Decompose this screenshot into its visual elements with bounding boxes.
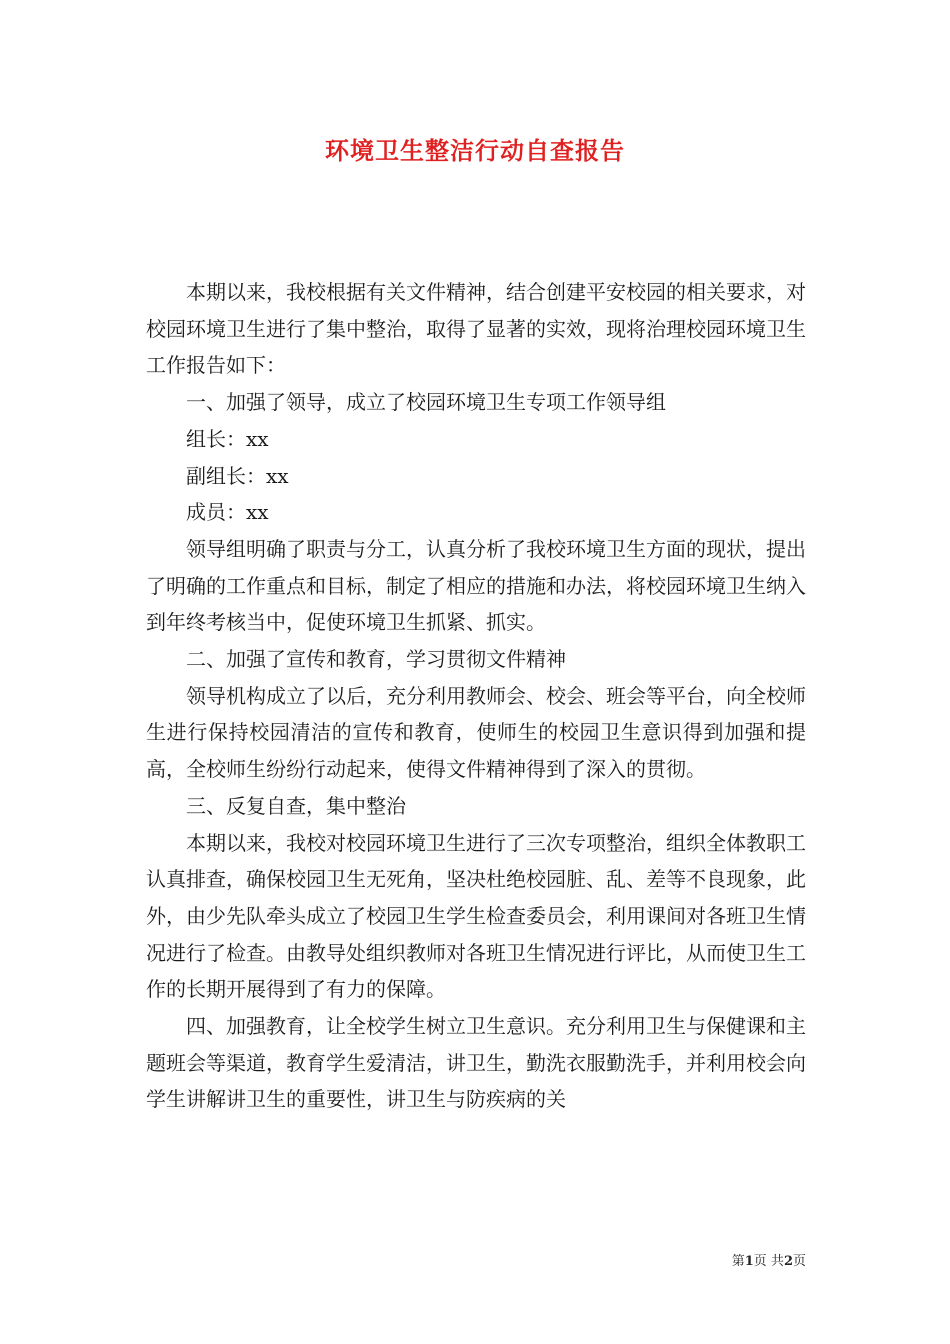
paragraph-section-1: 领导组明确了职责与分工，认真分析了我校环境卫生方面的现状，提出了明确的工作重点和目标，制定了相应的措施和办法，将校园环境卫生纳入到年终考核当中，促使环境卫生抓紧、抓实。 [146,536,806,635]
footer-total-pages: 2 [783,1254,793,1269]
footer-prefix: 第 [731,1254,745,1269]
section-heading-1: 一、加强了领导，成立了校园环境卫生专项工作领导组 [186,390,666,415]
paragraph-section-2: 领导机构成立了以后，充分利用教师会、校会、班会等平台，向全校师生进行保持校园清洁的宣传和教育，使师生的校园卫生意识得到加强和提高，全校师生纷纷行动起来，使得文件精神得到了深入的贯彻。 [146,683,806,782]
footer-suffix: 页 [792,1254,806,1269]
document-body [146,274,806,1118]
page-footer [732,1250,806,1269]
document-title: 环境卫生整洁行动自查报告 [325,136,625,165]
paragraph-intro: 本期以来，我校根据有关文件精神，结合创建平安校园的相关要求，对校园环境卫生进行了集中整治，取得了显著的实效，现将治理校园环境卫生工作报告如下： [146,280,806,378]
paragraph-section-4: 四、加强教育，让全校学生树立卫生意识。充分利用卫生与保健课和主题班会等渠道，教育学生爱清洁，讲卫生，勤洗衣服勤洗手，并利用校会向学生讲解讲卫生的重要性，讲卫生与防疾病的关 [146,1014,806,1112]
members-line: 成员：xx [186,500,269,525]
leader-line: 组长：xx [186,426,269,451]
footer-middle: 页 共 [753,1254,784,1269]
footer-current-page: 1 [744,1254,754,1269]
paragraph-section-3: 本期以来，我校对校园环境卫生进行了三次专项整治，组织全体教职工认真排查，确保校园卫生无死角，坚决杜绝校园脏、乱、差等不良现象，此外，由少先队牵头成立了校园卫生学生检查委员会，利用课间对各班卫生情况进行了检查。由教导处组织教师对各班卫生情况进行评比，从而使卫生工作的长期开展得到了有力的保障。 [146,830,806,1002]
section-heading-2: 二、加强了宣传和教育，学习贯彻文件精神 [186,647,566,672]
deputy-leader-line: 副组长：xx [186,463,289,488]
section-heading-3: 三、反复自查，集中整治 [186,793,406,818]
